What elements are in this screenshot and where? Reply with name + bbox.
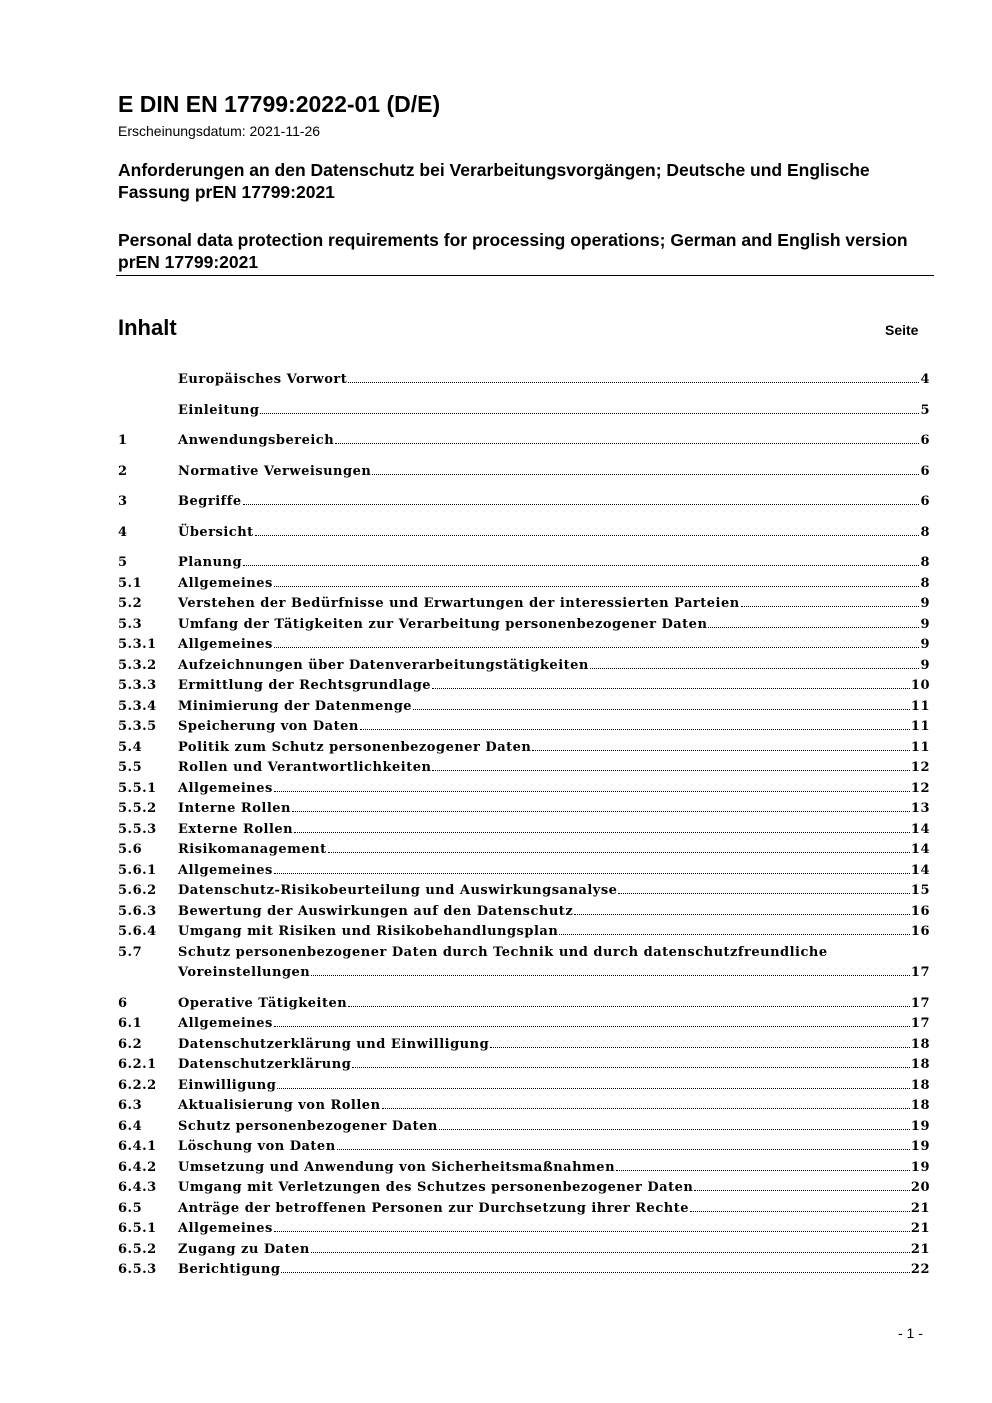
toc-dot-leader — [281, 1272, 909, 1273]
toc-entry[interactable] — [118, 1117, 930, 1138]
toc-entry-page: 8 — [920, 524, 930, 540]
toc-entry-page: 15 — [910, 883, 930, 898]
toc-entry-page: 8 — [920, 555, 930, 570]
toc-entry-page: 5 — [920, 402, 930, 418]
toc-dot-leader — [352, 1067, 910, 1068]
toc-dot-leader — [243, 504, 920, 505]
toc-dot-leader — [690, 1211, 910, 1212]
toc-entry-number: 5.2 — [118, 596, 143, 611]
toc-entry-title: Voreinstellungen — [178, 965, 311, 980]
toc-entry-title: Allgemeines — [178, 1221, 273, 1236]
toc-dot-leader — [432, 770, 909, 771]
header-divider — [116, 275, 934, 276]
toc-entry-title: Allgemeines — [178, 780, 273, 796]
toc-entry-number: 5.4 — [118, 739, 143, 755]
toc-entry-title: Allgemeines — [178, 575, 273, 591]
toc-entry-page: 16 — [910, 924, 930, 939]
toc-dot-leader — [328, 852, 910, 853]
toc-entry-title: Löschung von Daten — [178, 1139, 336, 1154]
toc-dot-leader — [348, 1006, 910, 1007]
toc-dot-leader — [243, 565, 919, 566]
toc-dot-leader — [694, 1190, 910, 1191]
toc-entry-number: 5.3.1 — [118, 637, 157, 652]
toc-entry-page: 9 — [920, 596, 930, 611]
toc-entry[interactable] — [118, 922, 930, 943]
toc-entry-number: 4 — [118, 524, 128, 540]
toc-entry-page: 11 — [910, 739, 930, 755]
toc-dot-leader — [413, 709, 910, 710]
toc-entry-number: 5.6.1 — [118, 862, 157, 878]
document-id: E DIN EN 17799:2022-01 (D/E) — [118, 91, 441, 117]
toc-entry-title: Datenschutz-Risikobeurteilung und Auswirkungsanalyse — [178, 883, 618, 898]
toc-entry[interactable] — [118, 1055, 930, 1076]
toc-entry[interactable] — [118, 697, 930, 718]
title-german: Anforderungen an den Datenschutz bei Verarbeitungsvorgängen; Deutsche und Englische Fassung prEN 17799:2021 — [118, 160, 870, 202]
toc-entry[interactable] — [118, 1219, 930, 1240]
toc-entry-title: Normative Verweisungen — [178, 463, 372, 479]
toc-entry-number: 5.5.3 — [118, 821, 157, 837]
toc-entry-page: 21 — [910, 1241, 930, 1257]
toc-dot-leader — [274, 1026, 910, 1027]
toc-entry[interactable] — [118, 1158, 930, 1179]
toc-entry-title: Begriffe — [178, 494, 242, 509]
toc-entry-title: Rollen und Verantwortlichkeiten — [178, 760, 432, 775]
toc-entry-title: Berichtigung — [178, 1262, 281, 1277]
toc-entry-title: Schutz personenbezogener Daten — [178, 1118, 438, 1134]
toc-dot-leader — [490, 1047, 910, 1048]
toc-entry-title: Einleitung — [178, 402, 260, 418]
toc-entry-title: Verstehen der Bedürfnisse und Erwartungen der interessierten Parteien — [178, 596, 740, 611]
toc-entry-page: 14 — [910, 821, 930, 837]
toc-entry-number: 6.4.2 — [118, 1159, 157, 1175]
toc-dot-leader — [616, 1170, 910, 1171]
toc-heading: Inhalt — [118, 315, 177, 340]
toc-entry-number: 1 — [118, 433, 128, 448]
toc-entry[interactable] — [118, 799, 930, 820]
toc-entry-page: 17 — [910, 965, 930, 980]
toc-entry[interactable] — [118, 656, 930, 677]
toc-dot-leader — [532, 750, 910, 751]
toc-entry-number: 5.3.3 — [118, 678, 157, 693]
toc-entry-title: Allgemeines — [178, 1016, 273, 1031]
toc-entry-title: Einwilligung — [178, 1077, 277, 1093]
toc-entry-page: 11 — [910, 719, 930, 734]
toc-entry[interactable] — [118, 820, 930, 841]
toc-entry-page: 6 — [920, 463, 930, 479]
toc-entry[interactable] — [118, 553, 930, 574]
toc-dot-leader — [574, 914, 910, 915]
toc-entry[interactable] — [118, 1035, 930, 1056]
toc-dot-leader — [255, 535, 920, 536]
toc-entry[interactable] — [118, 594, 930, 615]
toc-entry-number: 5.5.2 — [118, 801, 157, 816]
toc-dot-leader — [432, 688, 910, 689]
toc-entry-page: 10 — [910, 678, 930, 693]
toc-entry-number: 6.2.1 — [118, 1057, 157, 1072]
toc-entry-number: 6.4.1 — [118, 1139, 157, 1154]
toc-entry-title: Minimierung der Datenmenge — [178, 698, 413, 714]
toc-entry-page: 9 — [920, 637, 930, 652]
toc-entry[interactable] — [118, 758, 930, 779]
toc-entry[interactable] — [118, 615, 930, 636]
toc-entry[interactable] — [118, 401, 930, 422]
toc-entry-page: 19 — [910, 1159, 930, 1175]
toc-entry-title: Umsetzung und Anwendung von Sicherheitsmaßnahmen — [178, 1159, 616, 1175]
toc-entry-page: 21 — [910, 1221, 930, 1236]
toc-entry-title: Datenschutzerklärung und Einwilligung — [178, 1036, 490, 1052]
toc-entry[interactable] — [118, 1260, 930, 1281]
toc-entry[interactable] — [118, 717, 930, 738]
toc-entry-page: 18 — [910, 1098, 930, 1113]
toc-entry[interactable] — [118, 431, 930, 452]
toc-entry-page: 19 — [910, 1118, 930, 1134]
toc-entry[interactable] — [118, 779, 930, 800]
publication-date: Erscheinungsdatum: 2021-11-26 — [118, 123, 321, 139]
toc-entry[interactable] — [118, 1178, 930, 1199]
toc-entry-number: 5.1 — [118, 575, 143, 591]
toc-dot-leader — [559, 934, 910, 935]
toc-entry-page: 12 — [910, 760, 930, 775]
toc-entry-number: 6.5.3 — [118, 1262, 157, 1277]
toc-entry-title: Datenschutzerklärung — [178, 1057, 352, 1072]
toc-entry-number: 2 — [118, 463, 128, 479]
toc-entry-page: 6 — [920, 433, 930, 448]
toc-entry-title: Planung — [178, 555, 243, 570]
toc-entry-page: 6 — [920, 494, 930, 509]
toc-dot-leader — [274, 873, 910, 874]
toc-entry-page: 22 — [910, 1262, 930, 1277]
toc-dot-leader — [708, 627, 919, 628]
toc-entry-page: 14 — [910, 862, 930, 878]
toc-entry-title: Anträge der betroffenen Personen zur Durchsetzung ihrer Rechte — [178, 1200, 689, 1216]
toc-entry-page: 9 — [920, 657, 930, 673]
toc-entry-title: Umgang mit Verletzungen des Schutzes personenbezogener Daten — [178, 1180, 694, 1195]
toc-entry-number: 6.4 — [118, 1118, 143, 1134]
toc-entry[interactable] — [118, 676, 930, 697]
toc-entry-page: 18 — [910, 1077, 930, 1093]
toc-entry-number: 5.5 — [118, 760, 143, 775]
toc-entry[interactable] — [118, 994, 930, 1015]
toc-entry-page: 17 — [910, 1016, 930, 1031]
toc-entry-title: Zugang zu Daten — [178, 1241, 310, 1257]
toc-entry-title: Umfang der Tätigkeiten zur Verarbeitung personenbezogener Daten — [178, 616, 708, 632]
toc-dot-leader — [311, 1252, 910, 1253]
toc-dot-leader — [292, 811, 910, 812]
toc-entry-title: Bewertung der Auswirkungen auf den Datenschutz — [178, 903, 574, 919]
toc-page-column-label: Seite — [885, 322, 919, 338]
toc-entry[interactable] — [118, 1240, 930, 1261]
toc-entry-title: Aktualisierung von Rollen — [178, 1098, 381, 1113]
toc-entry-page: 18 — [910, 1057, 930, 1072]
toc-entry-number: 5.7 — [118, 944, 143, 960]
toc-entry-title: Umgang mit Risiken und Risikobehandlungsplan — [178, 924, 559, 939]
toc-entry[interactable] — [118, 574, 930, 595]
toc-entry-page: 16 — [910, 903, 930, 919]
toc-dot-leader — [260, 413, 919, 414]
toc-entry-number: 5 — [118, 555, 128, 570]
toc-entry-title: Schutz personenbezogener Daten durch Technik und durch datenschutzfreundliche — [178, 944, 828, 960]
toc-dot-leader — [311, 975, 910, 976]
toc-entry-page: 21 — [910, 1200, 930, 1216]
toc-entry-number: 6.4.3 — [118, 1180, 157, 1195]
toc-dot-leader — [590, 668, 920, 669]
toc-dot-leader — [741, 606, 920, 607]
toc-entry-title: Risikomanagement — [178, 842, 327, 857]
toc-entry-page: 4 — [920, 372, 930, 387]
toc-entry-page: 17 — [910, 995, 930, 1011]
toc-entry-number: 5.3 — [118, 616, 143, 632]
toc-entry-number: 6.5 — [118, 1200, 143, 1216]
toc-entry-title: Allgemeines — [178, 862, 273, 878]
toc-entry-number: 5.6 — [118, 842, 143, 857]
toc-entry[interactable] — [118, 902, 930, 923]
toc-dot-leader — [439, 1129, 910, 1130]
toc-entry-number: 6.2.2 — [118, 1077, 157, 1093]
toc-entry-page: 11 — [910, 698, 930, 714]
toc-entry[interactable] — [118, 1096, 930, 1117]
table-of-contents — [118, 370, 930, 1281]
toc-entry-title: Europäisches Vorwort — [178, 372, 348, 387]
toc-entry-page: 13 — [910, 801, 930, 816]
toc-entry-title: Aufzeichnungen über Datenverarbeitungstätigkeiten — [178, 657, 589, 673]
toc-entry[interactable] — [118, 1076, 930, 1097]
toc-entry[interactable] — [118, 881, 930, 902]
toc-dot-leader — [294, 832, 910, 833]
toc-entry[interactable] — [118, 370, 930, 391]
toc-entry-number: 5.6.2 — [118, 883, 157, 898]
toc-entry[interactable] — [118, 1014, 930, 1035]
toc-entry[interactable] — [118, 1199, 930, 1220]
toc-entry-page: 9 — [920, 616, 930, 632]
toc-dot-leader — [274, 791, 910, 792]
toc-entry[interactable] — [118, 861, 930, 882]
toc-entry-number: 5.6.3 — [118, 903, 157, 919]
toc-entry-page: 8 — [920, 575, 930, 591]
toc-entry-page: 12 — [910, 780, 930, 796]
toc-entry-number: 5.6.4 — [118, 924, 157, 939]
toc-dot-leader — [372, 474, 919, 475]
toc-entry[interactable] — [118, 462, 930, 483]
toc-dot-leader — [337, 1149, 910, 1150]
toc-entry-title: Politik zum Schutz personenbezogener Daten — [178, 739, 532, 755]
toc-dot-leader — [382, 1108, 910, 1109]
toc-entry[interactable] — [118, 738, 930, 759]
toc-entry-page: 19 — [910, 1139, 930, 1154]
toc-entry[interactable] — [118, 840, 930, 861]
toc-entry-number: 6.3 — [118, 1098, 143, 1113]
toc-dot-leader — [277, 1088, 910, 1089]
toc-entry-number: 6 — [118, 995, 128, 1011]
toc-entry-title: Operative Tätigkeiten — [178, 995, 348, 1011]
toc-entry[interactable] — [118, 943, 930, 984]
toc-entry-page: 20 — [910, 1180, 930, 1195]
toc-entry-title: Übersicht — [178, 524, 254, 540]
toc-entry[interactable] — [118, 492, 930, 513]
toc-dot-leader — [274, 586, 920, 587]
toc-entry-number: 6.2 — [118, 1036, 143, 1052]
toc-dot-leader — [360, 729, 910, 730]
toc-entry-number: 5.5.1 — [118, 780, 157, 796]
toc-entry-page: 18 — [910, 1036, 930, 1052]
toc-entry-title: Externe Rollen — [178, 821, 294, 837]
toc-entry[interactable] — [118, 1137, 930, 1158]
toc-entry-number: 3 — [118, 494, 128, 509]
toc-dot-leader — [348, 382, 919, 383]
toc-entry-number: 5.3.5 — [118, 719, 157, 734]
toc-entry-number: 5.3.4 — [118, 698, 157, 714]
footer-page-number: - 1 - — [898, 1325, 923, 1341]
toc-dot-leader — [335, 443, 919, 444]
toc-entry-title: Anwendungsbereich — [178, 433, 335, 448]
toc-entry-page: 14 — [910, 842, 930, 857]
toc-entry[interactable] — [118, 523, 930, 544]
toc-dot-leader — [274, 647, 920, 648]
title-english: Personal data protection requirements for processing operations; German and English version prEN 17799:2021 — [118, 230, 908, 272]
toc-entry-number: 6.1 — [118, 1016, 143, 1031]
toc-entry-title: Speicherung von Daten — [178, 719, 359, 734]
toc-entry-title: Interne Rollen — [178, 801, 291, 816]
toc-entry-title: Ermittlung der Rechtsgrundlage — [178, 678, 432, 693]
toc-entry-number: 6.5.1 — [118, 1221, 157, 1236]
toc-dot-leader — [274, 1231, 910, 1232]
toc-entry[interactable] — [118, 635, 930, 656]
toc-entry-number: 6.5.2 — [118, 1241, 157, 1257]
toc-dot-leader — [618, 893, 909, 894]
toc-entry-title: Allgemeines — [178, 637, 273, 652]
toc-entry-number: 5.3.2 — [118, 657, 157, 673]
